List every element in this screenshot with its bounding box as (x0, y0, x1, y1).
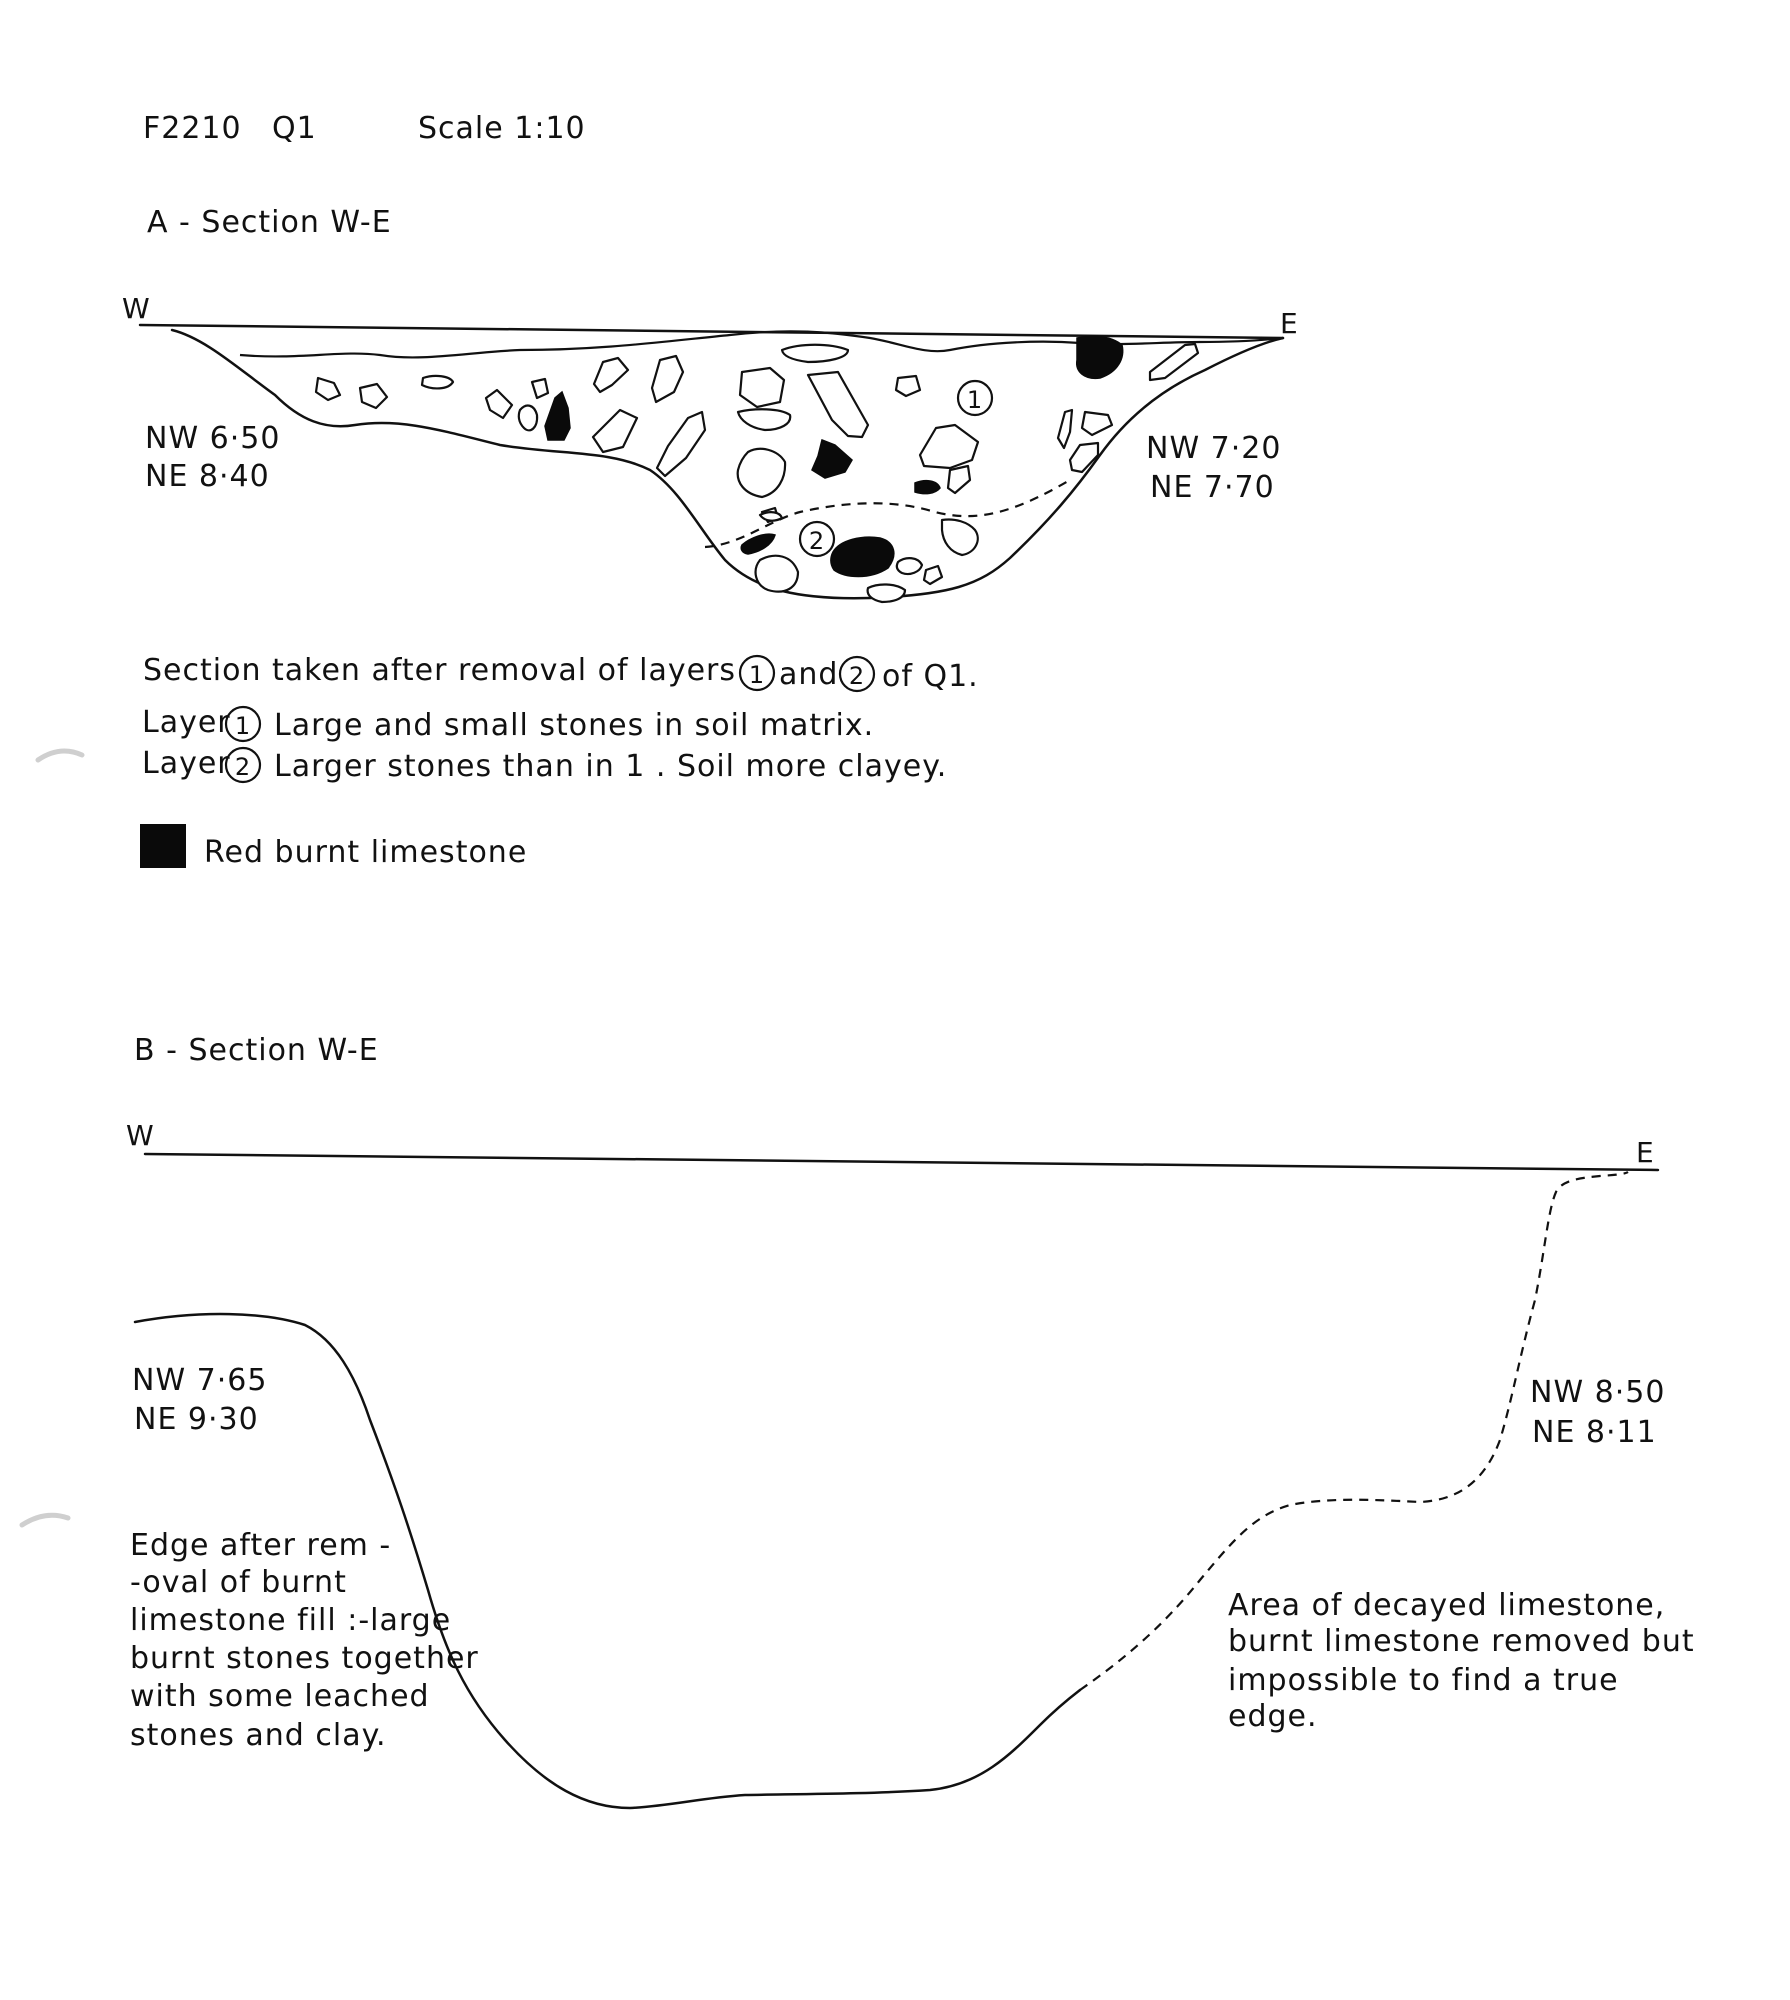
feature-number: F2210 (143, 111, 242, 146)
stone (519, 406, 537, 431)
svg-text:1: 1 (966, 386, 984, 414)
note-layer-2-word: Layer (142, 746, 231, 781)
svg-text:2: 2 (234, 753, 252, 781)
section-b-west-label: W (126, 1119, 155, 1152)
section-a-west-label: W (122, 292, 151, 325)
section-a-right-level-ne: NE 7·70 (1150, 470, 1275, 505)
svg-text:1: 1 (748, 661, 766, 689)
left-note-line: with some leached (130, 1679, 430, 1714)
right-note-line: Area of decayed limestone, (1228, 1588, 1666, 1623)
stone (760, 512, 782, 521)
left-note-line: Edge after rem - (130, 1528, 392, 1563)
section-a-left-level-ne: NE 8·40 (145, 459, 270, 494)
note-layer-2-text: Larger stones than in 1 . Soil more clayey. (274, 749, 948, 784)
svg-text:2: 2 (808, 527, 826, 555)
section-b-left-level-nw: NW 7·65 (132, 1363, 268, 1398)
stone (756, 556, 798, 592)
note-line-1-end: of Q1. (882, 659, 979, 694)
svg-text:1: 1 (234, 712, 252, 740)
stone (897, 558, 922, 574)
legend-swatch (140, 824, 186, 868)
svg-text:2: 2 (848, 662, 866, 690)
left-note-line: stones and clay. (130, 1718, 387, 1753)
note-line-1-and: and (779, 657, 839, 692)
note-layer-1-text: Large and small stones in soil matrix. (274, 708, 875, 743)
stone (868, 584, 905, 602)
section-a-east-label: E (1280, 307, 1299, 340)
section-b-left-level-ne: NE 9·30 (134, 1402, 259, 1437)
section-a-title: A - Section W-E (147, 205, 392, 240)
legend-label: Red burnt limestone (204, 835, 528, 870)
section-a-right-level-nw: NW 7·20 (1146, 431, 1282, 466)
burnt-stone (915, 481, 940, 494)
section-b-right-level-nw: NW 8·50 (1530, 1375, 1666, 1410)
left-note-line: limestone fill :-large (130, 1603, 452, 1638)
section-b-east-label: E (1636, 1136, 1655, 1169)
scale-label: Scale 1:10 (418, 111, 586, 146)
quadrant-label: Q1 (272, 111, 317, 146)
right-note-line: impossible to find a true (1228, 1663, 1619, 1698)
section-b-title: B - Section W-E (134, 1033, 379, 1068)
section-b-right-level-ne: NE 8·11 (1532, 1415, 1657, 1450)
left-note-line: burnt stones together (130, 1641, 479, 1676)
left-note-line: -oval of burnt (130, 1565, 347, 1600)
note-line-1-start: Section taken after removal of layers (143, 653, 737, 688)
right-note-line: edge. (1228, 1699, 1318, 1734)
note-layer-1-word: Layer (142, 705, 231, 740)
stone (422, 376, 453, 389)
section-a-left-level-nw: NW 6·50 (145, 421, 281, 456)
right-note-line: burnt limestone removed but (1228, 1624, 1695, 1659)
